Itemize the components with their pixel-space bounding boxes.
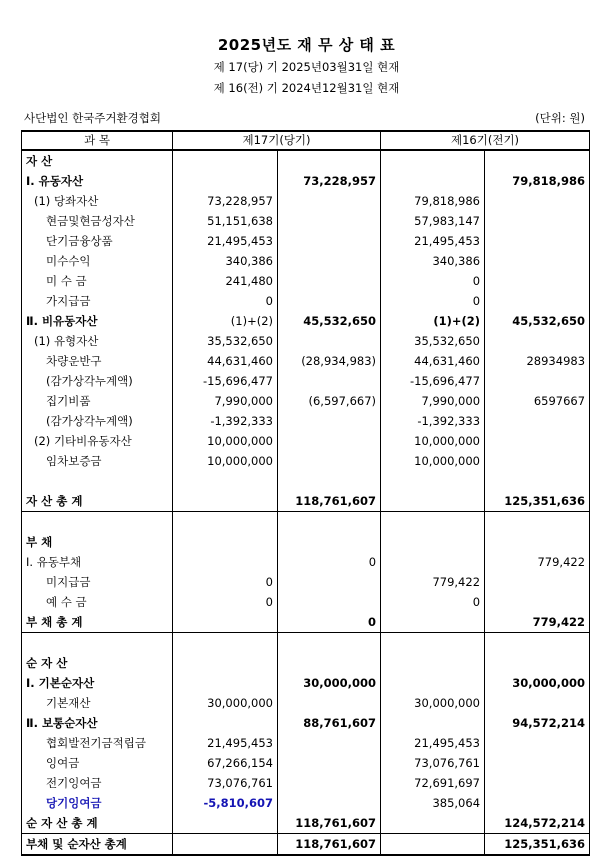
table-row bbox=[22, 612, 590, 633]
prior-total: 779,422 bbox=[485, 612, 590, 633]
row-label: 부 채 bbox=[22, 532, 173, 552]
current-total: 30,000,000 bbox=[278, 673, 381, 693]
prior-detail: 21,495,453 bbox=[381, 231, 485, 251]
prior-detail: 44,631,460 bbox=[381, 351, 485, 371]
table-row bbox=[22, 411, 590, 431]
statement-title: 2025년도 재 무 상 태 표 bbox=[217, 36, 396, 54]
current-total: 73,228,957 bbox=[278, 171, 381, 191]
table-row bbox=[22, 371, 590, 391]
table-row bbox=[22, 673, 590, 693]
prior-detail: 57,983,147 bbox=[381, 211, 485, 231]
prior-total: 124,572,214 bbox=[485, 813, 590, 834]
prior-detail: 73,076,761 bbox=[381, 753, 485, 773]
row-label: 협회발전기금적립금 bbox=[22, 733, 173, 753]
prior-detail: 10,000,000 bbox=[381, 451, 485, 471]
table-row bbox=[22, 191, 590, 211]
prior-detail: 7,990,000 bbox=[381, 391, 485, 411]
prior-detail: -1,392,333 bbox=[381, 411, 485, 431]
current-total: 0 bbox=[278, 552, 381, 572]
prior-detail: 385,064 bbox=[381, 793, 485, 813]
prior-detail: 0 bbox=[381, 271, 485, 291]
current-net: (28,934,983) bbox=[278, 351, 381, 371]
prior-total: 30,000,000 bbox=[485, 673, 590, 693]
prior-detail: 30,000,000 bbox=[381, 693, 485, 713]
row-label: 단기금융상품 bbox=[22, 231, 173, 251]
table-row bbox=[22, 813, 590, 834]
prior-detail: 340,386 bbox=[381, 251, 485, 271]
balance-sheet-table bbox=[21, 130, 590, 856]
current-detail: 67,266,154 bbox=[173, 753, 278, 773]
table-row bbox=[22, 753, 590, 773]
row-label: 미 수 금 bbox=[22, 271, 173, 291]
current-detail: 241,480 bbox=[173, 271, 278, 291]
table-row bbox=[22, 713, 590, 733]
current-total: 0 bbox=[278, 612, 381, 633]
spacer-row bbox=[22, 633, 590, 654]
header-prior: 제16기(전기) bbox=[381, 131, 590, 150]
current-detail: 0 bbox=[173, 291, 278, 311]
row-label: (감가상각누계액) bbox=[22, 411, 173, 431]
current-total: 118,761,607 bbox=[278, 491, 381, 512]
current-detail: -15,696,477 bbox=[173, 371, 278, 391]
table-row bbox=[22, 391, 590, 411]
unit-label: (단위: 원) bbox=[535, 111, 585, 125]
row-label: 기본재산 bbox=[22, 693, 173, 713]
prior-total: 45,532,650 bbox=[485, 311, 590, 331]
current-net: (6,597,667) bbox=[278, 391, 381, 411]
table-row bbox=[22, 532, 590, 552]
table-row bbox=[22, 311, 590, 331]
table-row bbox=[22, 431, 590, 451]
prior-detail: 21,495,453 bbox=[381, 733, 485, 753]
row-label: Ⅰ. 유동부채 bbox=[22, 552, 173, 572]
row-label: 미수수익 bbox=[22, 251, 173, 271]
row-label: (2) 기타비유동자산 bbox=[22, 431, 173, 451]
current-detail: 7,990,000 bbox=[173, 391, 278, 411]
current-detail: 51,151,638 bbox=[173, 211, 278, 231]
table-row bbox=[22, 733, 590, 753]
row-label: 잉여금 bbox=[22, 753, 173, 773]
row-label: 현금및현금성자산 bbox=[22, 211, 173, 231]
prior-detail: 10,000,000 bbox=[381, 431, 485, 451]
row-label: 부채 및 순자산 총계 bbox=[22, 834, 173, 856]
prior-total: 79,818,986 bbox=[485, 171, 590, 191]
current-detail: 73,076,761 bbox=[173, 773, 278, 793]
current-detail: 21,495,453 bbox=[173, 733, 278, 753]
current-detail: 21,495,453 bbox=[173, 231, 278, 251]
table-row bbox=[22, 331, 590, 351]
current-note: (1)+(2) bbox=[173, 311, 278, 331]
header-account: 과 목 bbox=[22, 131, 173, 150]
table-row bbox=[22, 834, 590, 856]
row-label: Ⅰ. 기본순자산 bbox=[22, 673, 173, 693]
prior-detail: 0 bbox=[381, 291, 485, 311]
prior-detail: 35,532,650 bbox=[381, 331, 485, 351]
current-total: 88,761,607 bbox=[278, 713, 381, 733]
current-detail: 73,228,957 bbox=[173, 191, 278, 211]
current-detail: 340,386 bbox=[173, 251, 278, 271]
table-row bbox=[22, 291, 590, 311]
current-detail: 0 bbox=[173, 592, 278, 612]
table-row bbox=[22, 592, 590, 612]
row-label: Ⅰ. 유동자산 bbox=[22, 171, 173, 191]
current-detail: 0 bbox=[173, 572, 278, 592]
row-label: (감가상각누계액) bbox=[22, 371, 173, 391]
current-detail: 10,000,000 bbox=[173, 451, 278, 471]
current-detail: 30,000,000 bbox=[173, 693, 278, 713]
table-row bbox=[22, 773, 590, 793]
prior-total: 779,422 bbox=[485, 552, 590, 572]
current-total: 45,532,650 bbox=[278, 311, 381, 331]
row-label: 전기잉여금 bbox=[22, 773, 173, 793]
prior-detail: -15,696,477 bbox=[381, 371, 485, 391]
row-label: 차량운반구 bbox=[22, 351, 173, 371]
table-row bbox=[22, 171, 590, 191]
row-label: 부 채 총 계 bbox=[22, 612, 173, 633]
organization-name: 사단법인 한국주거환경협회 bbox=[24, 111, 161, 125]
table-row bbox=[22, 572, 590, 592]
row-label: (1) 당좌자산 bbox=[22, 191, 173, 211]
table-row bbox=[22, 451, 590, 471]
table-row bbox=[22, 653, 590, 673]
row-label: 가지급금 bbox=[22, 291, 173, 311]
table-row bbox=[22, 491, 590, 512]
current-total: 118,761,607 bbox=[278, 813, 381, 834]
prior-net: 28934983 bbox=[485, 351, 590, 371]
table-row bbox=[22, 150, 590, 171]
prior-total: 94,572,214 bbox=[485, 713, 590, 733]
row-label: 미지급금 bbox=[22, 572, 173, 592]
table-row bbox=[22, 251, 590, 271]
table-row bbox=[22, 211, 590, 231]
row-label: 당기잉여금 bbox=[22, 793, 173, 813]
spacer-row bbox=[22, 512, 590, 533]
period-prior: 제 16(전) 기 2024년12월31일 현재 bbox=[213, 81, 400, 95]
current-total: 118,761,607 bbox=[278, 834, 381, 856]
current-detail: -1,392,333 bbox=[173, 411, 278, 431]
prior-net: 6597667 bbox=[485, 391, 590, 411]
row-label: 순 자 산 총 계 bbox=[22, 813, 173, 834]
prior-total: 125,351,636 bbox=[485, 491, 590, 512]
row-label: 자 산 bbox=[22, 150, 173, 171]
table-header bbox=[22, 131, 590, 150]
table-row bbox=[22, 793, 590, 813]
row-label: 자 산 총 계 bbox=[22, 491, 173, 512]
row-label: Ⅱ. 비유동자산 bbox=[22, 311, 173, 331]
current-detail: 44,631,460 bbox=[173, 351, 278, 371]
current-detail: -5,810,607 bbox=[173, 793, 278, 813]
row-label: Ⅱ. 보통순자산 bbox=[22, 713, 173, 733]
row-label: 임차보증금 bbox=[22, 451, 173, 471]
prior-detail: 0 bbox=[381, 592, 485, 612]
row-label: 예 수 금 bbox=[22, 592, 173, 612]
prior-detail: 79,818,986 bbox=[381, 191, 485, 211]
table-row bbox=[22, 552, 590, 572]
table-row bbox=[22, 231, 590, 251]
spacer-row bbox=[22, 471, 590, 491]
prior-detail: 72,691,697 bbox=[381, 773, 485, 793]
row-label: 순 자 산 bbox=[22, 653, 173, 673]
current-detail: 10,000,000 bbox=[173, 431, 278, 451]
row-label: (1) 유형자산 bbox=[22, 331, 173, 351]
prior-total: 125,351,636 bbox=[485, 834, 590, 856]
header-current: 제17기(당기) bbox=[173, 131, 381, 150]
prior-note: (1)+(2) bbox=[381, 311, 485, 331]
prior-detail: 779,422 bbox=[381, 572, 485, 592]
row-label: 집기비품 bbox=[22, 391, 173, 411]
period-current: 제 17(당) 기 2025년03월31일 현재 bbox=[213, 60, 400, 74]
table-row bbox=[22, 693, 590, 713]
current-detail: 35,532,650 bbox=[173, 331, 278, 351]
table-row bbox=[22, 271, 590, 291]
table-row bbox=[22, 351, 590, 371]
